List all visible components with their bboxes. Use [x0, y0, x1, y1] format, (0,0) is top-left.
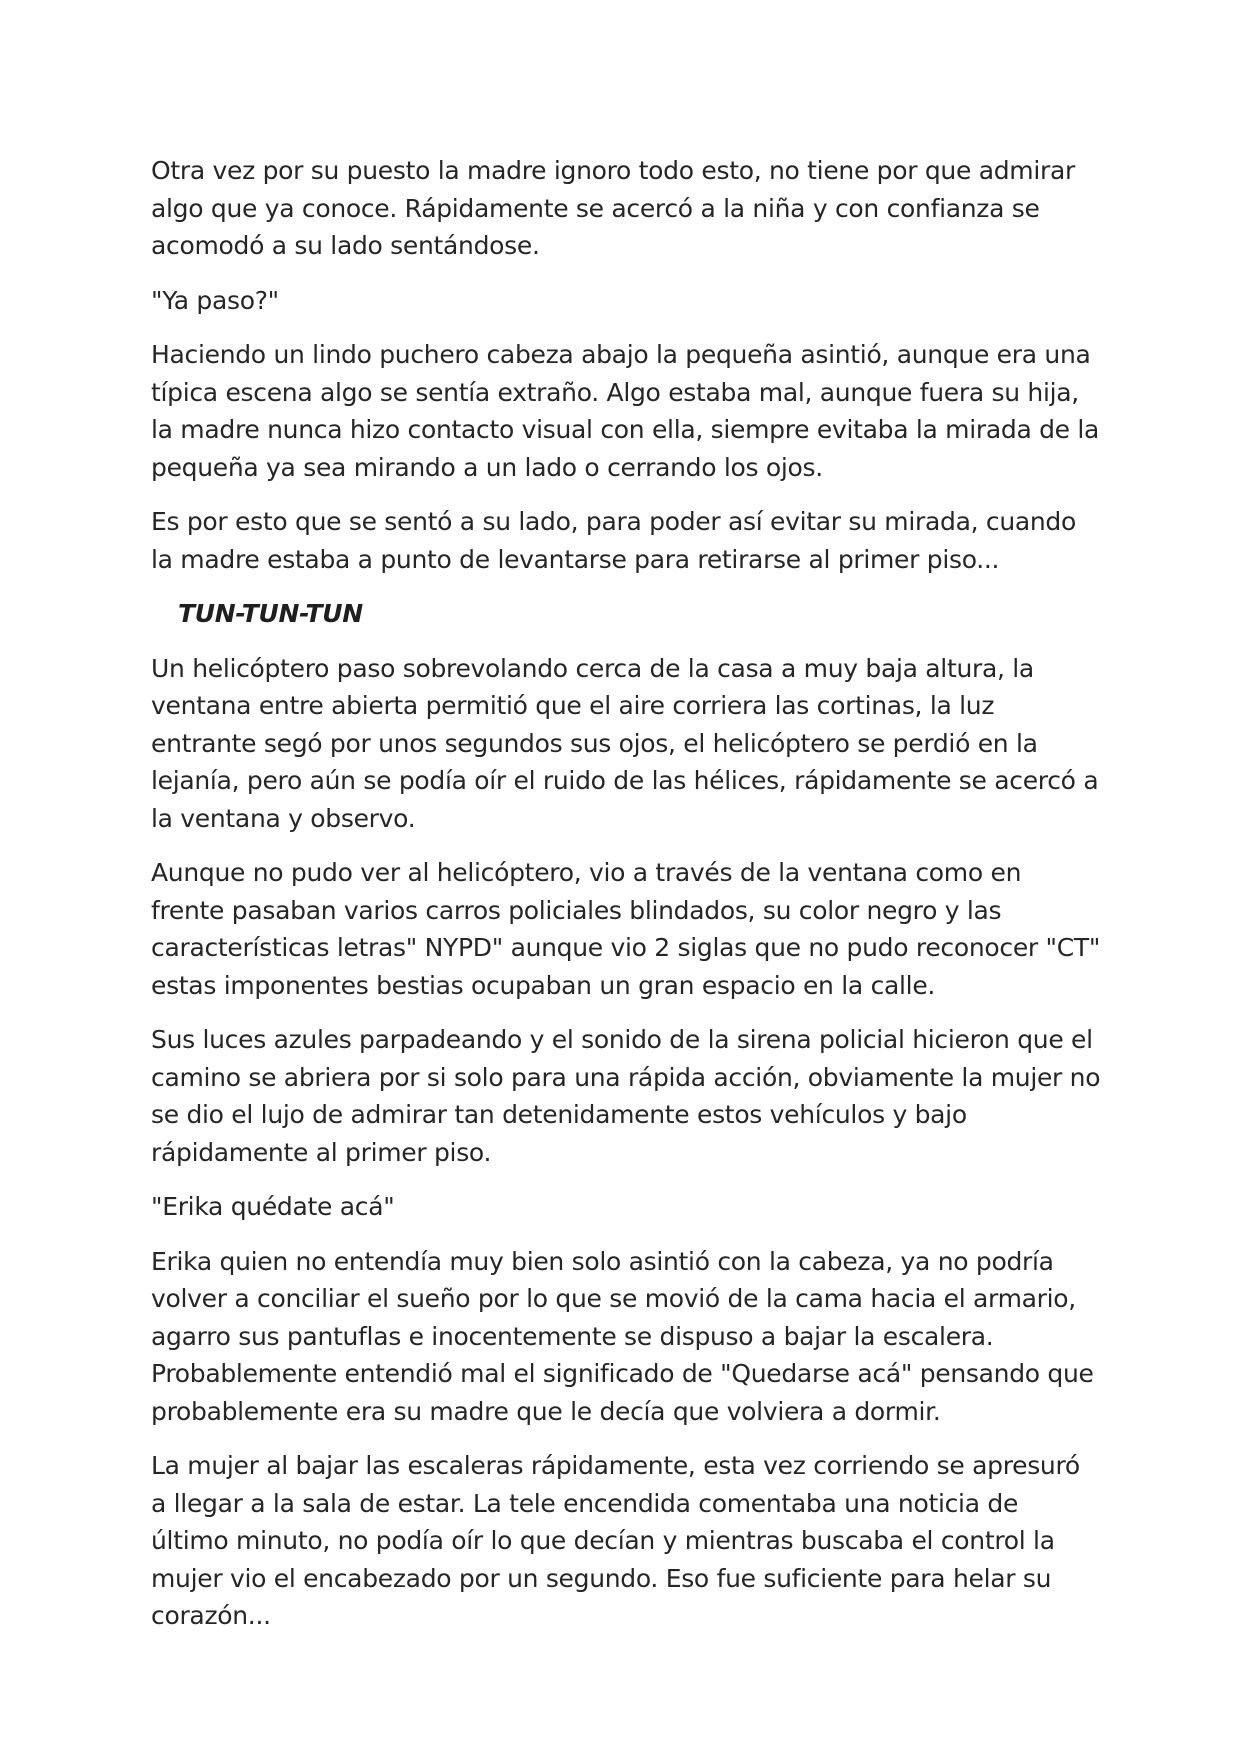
dialogue-line: "Erika quédate acá" [151, 1192, 395, 1221]
paragraph: Haciendo un lindo puchero cabeza abajo la pequeña asintió, aunque era una típica escena algo se sentía extraño. Algo estaba mal, aunque fuera su hija, la madre nunca hizo contacto visual con ella, siempre evitaba la mirada de la pequeña ya sea mirando a un lado o cerrando los ojos. [151, 340, 1100, 482]
dialogue-line: "Ya paso?" [151, 285, 279, 315]
paragraph: La mujer al bajar las escaleras rápidamente, esta vez corriendo se apresuró a llegar a la sala de estar. La tele encendida comentaba una noticia de último minuto, no podía oír lo que decían y mientras buscaba el control la mujer vio el encabezado por un segundo. Eso fue suficiente para helar su corazón... [151, 1451, 1080, 1630]
paragraph: Erika quien no entendía muy bien solo asintió con la cabeza, ya no podría volver a conciliar el sueño por lo que se movió de la cama hacia el armario, agarro sus pantuflas e inocentemente se dispuso a bajar la escalera. Probablemente entendió mal el significado de "Quedarse acá" pensando que probablemente era su madre que le decía que volviera a dormir. [151, 1246, 1094, 1426]
paragraph: Aunque no pudo ver al helicóptero, vio a través de la ventana como en frente pasaban varios carros policiales blindados, su color negro y las características letras" NYPD" aunque vio 2 siglas que no pudo reconocer "CT" estas imponentes bestias ocupaban un gran espacio en la calle. [151, 858, 1101, 1000]
paragraph: Un helicóptero paso sobrevolando cerca de la casa a muy baja altura, la ventana entre abierta permitió que el aire corriera las cortinas, la luz entrante segó por unos segundos sus ojos, el helicóptero se perdió en la lejanía, pero aún se podía oír el ruido de las hélices, rápidamente se acercó a la ventana y observo. [151, 653, 1099, 833]
paragraph: Otra vez por su puesto la madre ignoro todo esto, no tiene por que admirar algo que ya conoce. Rápidamente se acercó a la niña y con confianza se acomodó a su lado sentándose. [151, 156, 1075, 260]
paragraph: Es por esto que se sentó a su lado, para poder así evitar su mirada, cuando la madre estaba a punto de levantarse para retirarse al primer piso... [151, 507, 1076, 574]
paragraph: Sus luces azules parpadeando y el sonido de la sirena policial hicieron que el camino se abriera por si solo para una rápida acción, obviamente la mujer no se dio el lujo de admirar tan detenidamente estos vehículos y bajo rápidamente al primer piso. [151, 1025, 1101, 1167]
sound-effect-heading: TUN-TUN-TUN [178, 599, 363, 628]
document-body [151, 152, 1101, 1652]
